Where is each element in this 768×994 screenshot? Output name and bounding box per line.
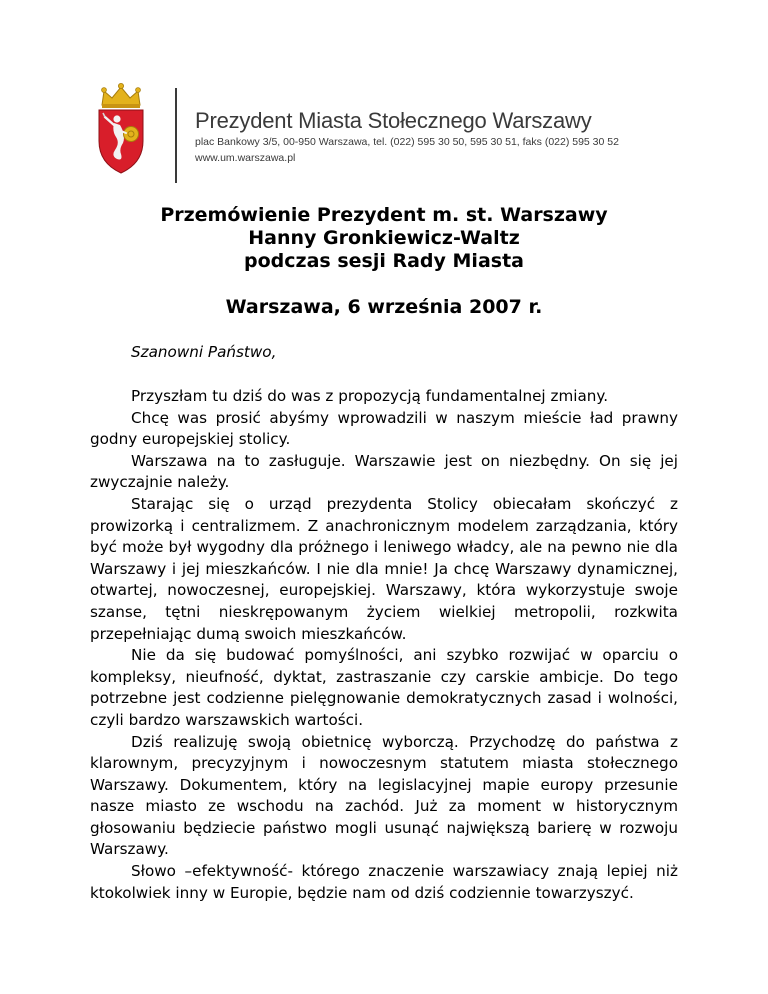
speech-title-line-3: podczas sesji Rady Miasta bbox=[244, 250, 524, 272]
salutation: Szanowni Państwo, bbox=[131, 343, 277, 361]
paragraph: Warszawa na to zasługuje. Warszawie jest on niezbędny. On się jej zwyczajnie należy. bbox=[90, 451, 678, 492]
letterhead-title: Prezydent Miasta Stołecznego Warszawy bbox=[195, 108, 592, 133]
paragraph: Dziś realizuję swoją obietnicę wyborczą. Przychodzę do państwa z klarownym, precyzyjnym i nowoczesnym statutem miasta stołecznego Warszawy. Dokumentem, który na legislacyjnej mapie europy przesunie nasze miasto ze wschodu na zachód. Już za moment w historycznym głosowaniu będziecie państwo mogli usunąć największą barierę w rozwoju Warszawy. bbox=[90, 732, 678, 859]
paragraph: Przyszłam tu dziś do was z propozycją fundamentalnej zmiany. bbox=[131, 387, 609, 405]
letterhead-address: plac Bankowy 3/5, 00-950 Warszawa, tel. (022) 595 30 50, 595 30 51, faks (022) 595 30 52 bbox=[195, 136, 619, 148]
paragraph: Nie da się budować pomyślności, ani szybko rozwijać w oparciu o kompleksy, nieufność, dyktat, zastraszanie czy carskie ambicje. Do tego potrzebne jest codzienne pielęgnowanie demokratycznych zasad i wolności, czyli bardzo warszawskich wartości. bbox=[90, 646, 678, 729]
speech-title-line-1: Przemówienie Prezydent m. st. Warszawy bbox=[160, 204, 608, 226]
paragraph: Słowo –efektywność- którego znaczenie warszawiacy znają lepiej niż ktokolwiek inny w Europie, będzie nam od dziś codziennie towarzyszyć. bbox=[90, 862, 678, 902]
paragraph: Starając się o urząd prezydenta Stolicy obiecałam skończyć z prowizorką i centralizmem. Z anachronicznym modelem zarządzania, który być może był wygodny dla próżnego i leniwego władcy, ale na pewno nie dla Warszawy i jej mieszkańców. I nie dla mnie! Ja chcę Warszawy dynamicznej, otwartej, nowoczesnej, europejskiej. Warszawy, która wykorzystuje swoje szanse, tętni nieskrępowanym życiem wielkiej metropolii, rozkwita przepełniając dumą swoich mieszkańców. bbox=[90, 494, 678, 643]
warsaw-coat-of-arms-icon bbox=[90, 83, 152, 175]
place-and-date: Warszawa, 6 września 2007 r. bbox=[225, 296, 543, 318]
letterhead-divider bbox=[175, 88, 177, 183]
letterhead-website: www.um.warszawa.pl bbox=[195, 152, 296, 164]
speech-body bbox=[90, 386, 678, 904]
paragraph: Chcę was prosić abyśmy wprowadzili w naszym mieście ład prawny godny europejskiej stolicy. bbox=[90, 408, 678, 449]
speech-title-line-2: Hanny Gronkiewicz-Waltz bbox=[248, 227, 520, 249]
